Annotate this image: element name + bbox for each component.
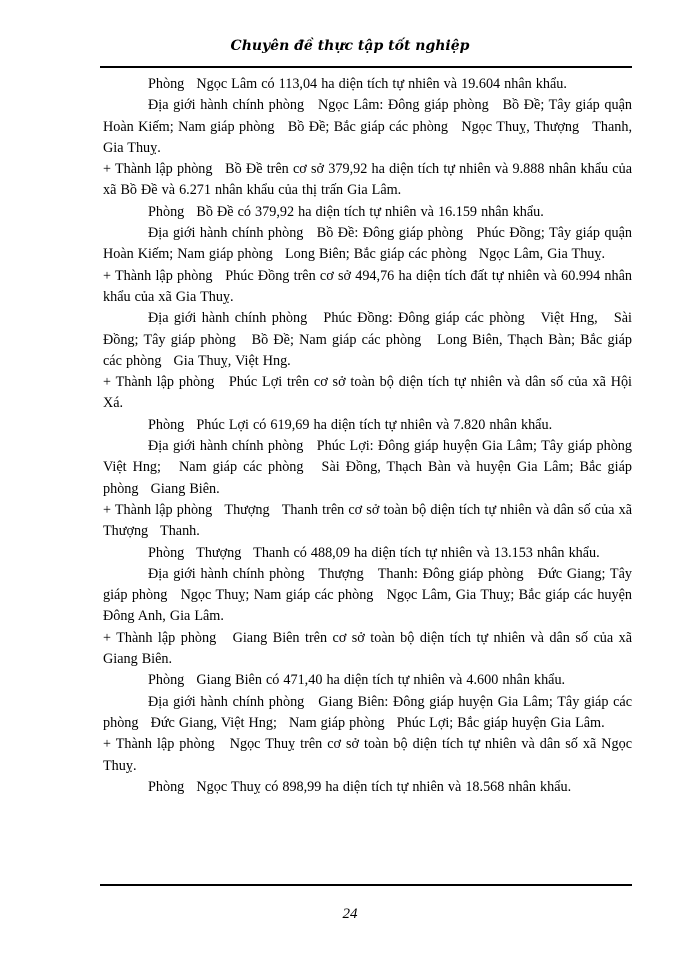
body-paragraph: Địa giới hành chính phòng Thượng Thanh: Đông giáp phòng Đức Giang; Tây giáp phòng Ngọc Thuỵ; Nam giáp các phòng Ngọc Lâm, Gia Thuỵ; Bắc giáp các huyện Đông Anh, Gia Lâm. (103, 565, 637, 625)
list-item-paragraph: + Thành lập phòng Phúc Đồng trên cơ sở 494,76 ha diện tích đất tự nhiên và 60.994 nhân khẩu của xã Gia Thuỵ. (103, 267, 637, 305)
body-paragraph: Phòng Ngọc Lâm có 113,04 ha diện tích tự nhiên và 19.604 nhân khẩu. (148, 76, 567, 92)
body-paragraph: Địa giới hành chính phòng Giang Biên: Đông giáp huyện Gia Lâm; Tây giáp các phòng Đức Giang, Việt Hng; Nam giáp phòng Phúc Lợi; Bắc giáp huyện Gia Lâm. (103, 693, 637, 731)
list-item-paragraph: + Thành lập phòng Phúc Lợi trên cơ sở toàn bộ diện tích tự nhiên và dân số của xã Hội Xá. (103, 374, 637, 412)
body-paragraph: Địa giới hành chính phòng Ngọc Lâm: Đông giáp phòng Bồ Đề; Tây giáp quận Hoàn Kiếm; Nam giáp phòng Bồ Đề; Bắc giáp các phòng Ngọc Thuỵ, Thượng Thanh, Gia Thuỵ. (103, 97, 637, 156)
body-paragraph: Phòng Ngọc Thuỵ có 898,99 ha diện tích tự nhiên và 18.568 nhân khẩu. (148, 778, 572, 795)
body-paragraph: Phòng Bồ Đề có 379,92 ha diện tích tự nhiên và 16.159 nhân khẩu. (148, 203, 544, 220)
body-paragraph: Địa giới hành chính phòng Phúc Đồng: Đông giáp các phòng Việt Hng, Sài Đồng; Tây giáp phòng Bồ Đề; Nam giáp các phòng Long Biên, Thạch Bàn; Bắc giáp các phòng Gia Thuỵ, Việt Hng. (103, 310, 637, 369)
page-header-title: Chuyên đề thực tập tốt nghiệp (230, 38, 470, 54)
list-item-paragraph: + Thành lập phòng Ngọc Thuỵ trên cơ sở toàn bộ diện tích tự nhiên và dân số xã Ngọc Thuỵ. (103, 736, 636, 774)
page-number: 24 (342, 906, 358, 922)
list-item-paragraph: + Thành lập phòng Giang Biên trên cơ sở toàn bộ diện tích tự nhiên và dân số của xã Giang Biên. (103, 629, 637, 668)
list-item-paragraph: + Thành lập phòng Bồ Đề trên cơ sở 379,92 ha diện tích tự nhiên và 9.888 nhân khẩu của xã Bồ Đề và 6.271 nhân khẩu của thị trấn Gia Lâm. (103, 161, 637, 199)
body-paragraph: Phòng Thượng Thanh có 488,09 ha diện tích tự nhiên và 13.153 nhân khẩu. (148, 544, 600, 561)
list-item-paragraph: + Thành lập phòng Thượng Thanh trên cơ sở toàn bộ diện tích tự nhiên và dân số của xã Thượng Thanh. (103, 501, 636, 540)
body-paragraph: Phòng Giang Biên có 471,40 ha diện tích tự nhiên và 4.600 nhân khẩu. (148, 672, 566, 689)
body-paragraph: Địa giới hành chính phòng Bồ Đề: Đông giáp phòng Phúc Đồng; Tây giáp quận Hoàn Kiếm; Nam giáp phòng Long Biên; Bắc giáp các phòng Ngọc Lâm, Gia Thuỵ. (103, 225, 637, 263)
header-divider (100, 66, 632, 68)
body-paragraph: Phòng Phúc Lợi có 619,69 ha diện tích tự nhiên và 7.820 nhân khẩu. (148, 416, 553, 433)
body-paragraph: Địa giới hành chính phòng Phúc Lợi: Đông giáp huyện Gia Lâm; Tây giáp phòng Việt Hng; Nam giáp các phòng Sài Đồng, Thạch Bàn và huyện Gia Lâm; Bắc giáp phòng Giang Biên. (103, 438, 645, 497)
document-body (103, 74, 645, 798)
footer-divider (100, 884, 632, 886)
